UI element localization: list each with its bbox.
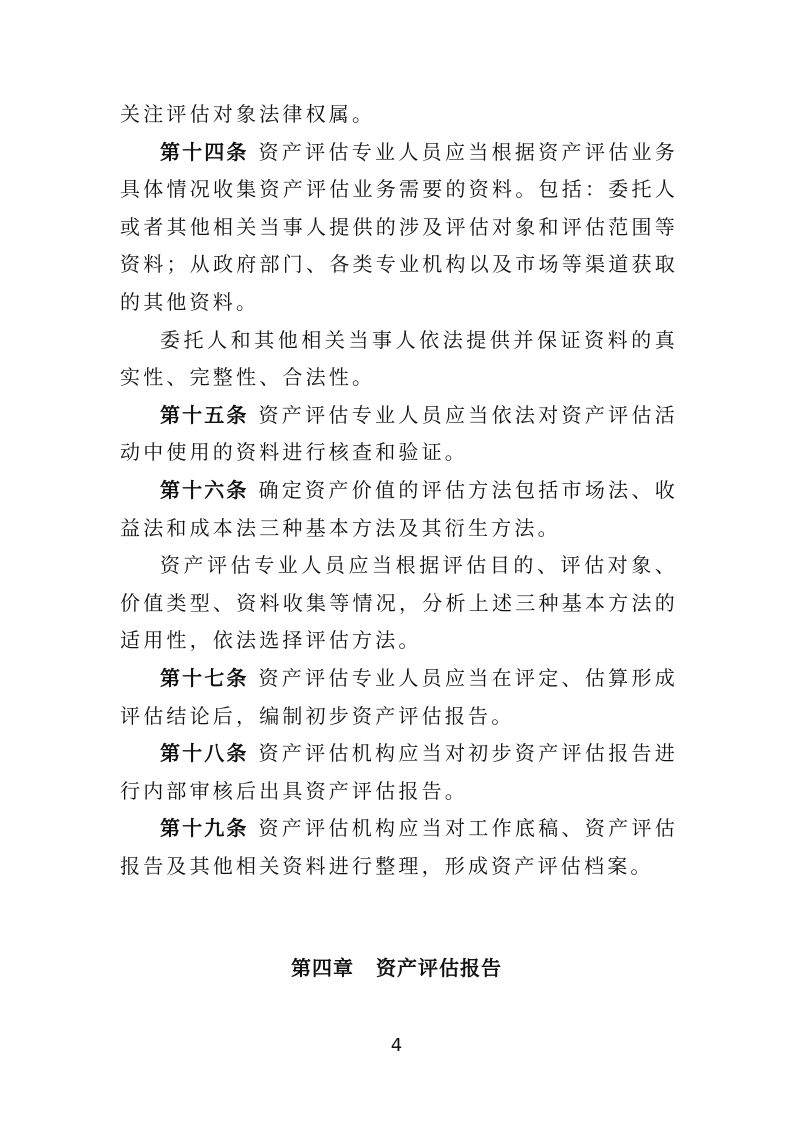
article-number: 第十四条 — [160, 139, 249, 164]
article-text: 资产评估专业人员应当在评定、估算形成评估结论后，编制初步资产评估报告。 — [120, 665, 679, 728]
article-number: 第十五条 — [160, 402, 249, 427]
article-15 — [120, 397, 678, 472]
article-number: 第十七条 — [160, 665, 249, 690]
paragraph-text: 委托人和其他相关当事人依法提供并保证资料的真实性、完整性、合法性。 — [120, 327, 678, 390]
article-19 — [120, 810, 678, 885]
article-number: 第十六条 — [160, 477, 249, 502]
article-text: 资产评估机构应当对工作底稿、资产评估报告及其他相关资料进行整理，形成资产评估档案。 — [120, 816, 679, 878]
article-16 — [120, 472, 678, 547]
paragraph — [120, 547, 678, 660]
paragraph — [120, 322, 678, 397]
paragraph-continuation — [120, 96, 678, 134]
page-number: 4 — [390, 1035, 403, 1056]
article-number: 第十八条 — [160, 741, 249, 766]
article-text: 资产评估专业人员应当依法对资产评估活动中使用的资料进行核查和验证。 — [120, 402, 679, 465]
document-body — [120, 96, 678, 885]
article-18 — [120, 735, 678, 810]
chapter-title: 资产评估报告 — [376, 956, 502, 980]
paragraph-text: 资产评估专业人员应当根据评估目的、评估对象、价值类型、资料收集等情况，分析上述三种基本方法的适用性，依法选择评估方法。 — [120, 553, 678, 653]
paragraph-text: 关注评估对象法律权属。 — [120, 102, 376, 126]
chapter-number: 第四章 — [291, 956, 354, 980]
chapter-heading — [0, 950, 793, 986]
article-number: 第十九条 — [160, 816, 249, 841]
article-text: 资产评估专业人员应当根据资产评估业务具体情况收集资产评估业务需要的资料。包括：委托人或者其他相关当事人提供的涉及评估对象和评估范围等资料；从政府部门、各类专业机构以及市场等渠道获取的其他资料。 — [120, 139, 679, 314]
article-14 — [120, 134, 678, 322]
article-text: 资产评估机构应当对初步资产评估报告进行内部审核后出具资产评估报告。 — [120, 741, 679, 803]
article-text: 确定资产价值的评估方法包括市场法、收益法和成本法三种基本方法及其衍生方法。 — [120, 477, 679, 540]
article-17 — [120, 660, 678, 735]
